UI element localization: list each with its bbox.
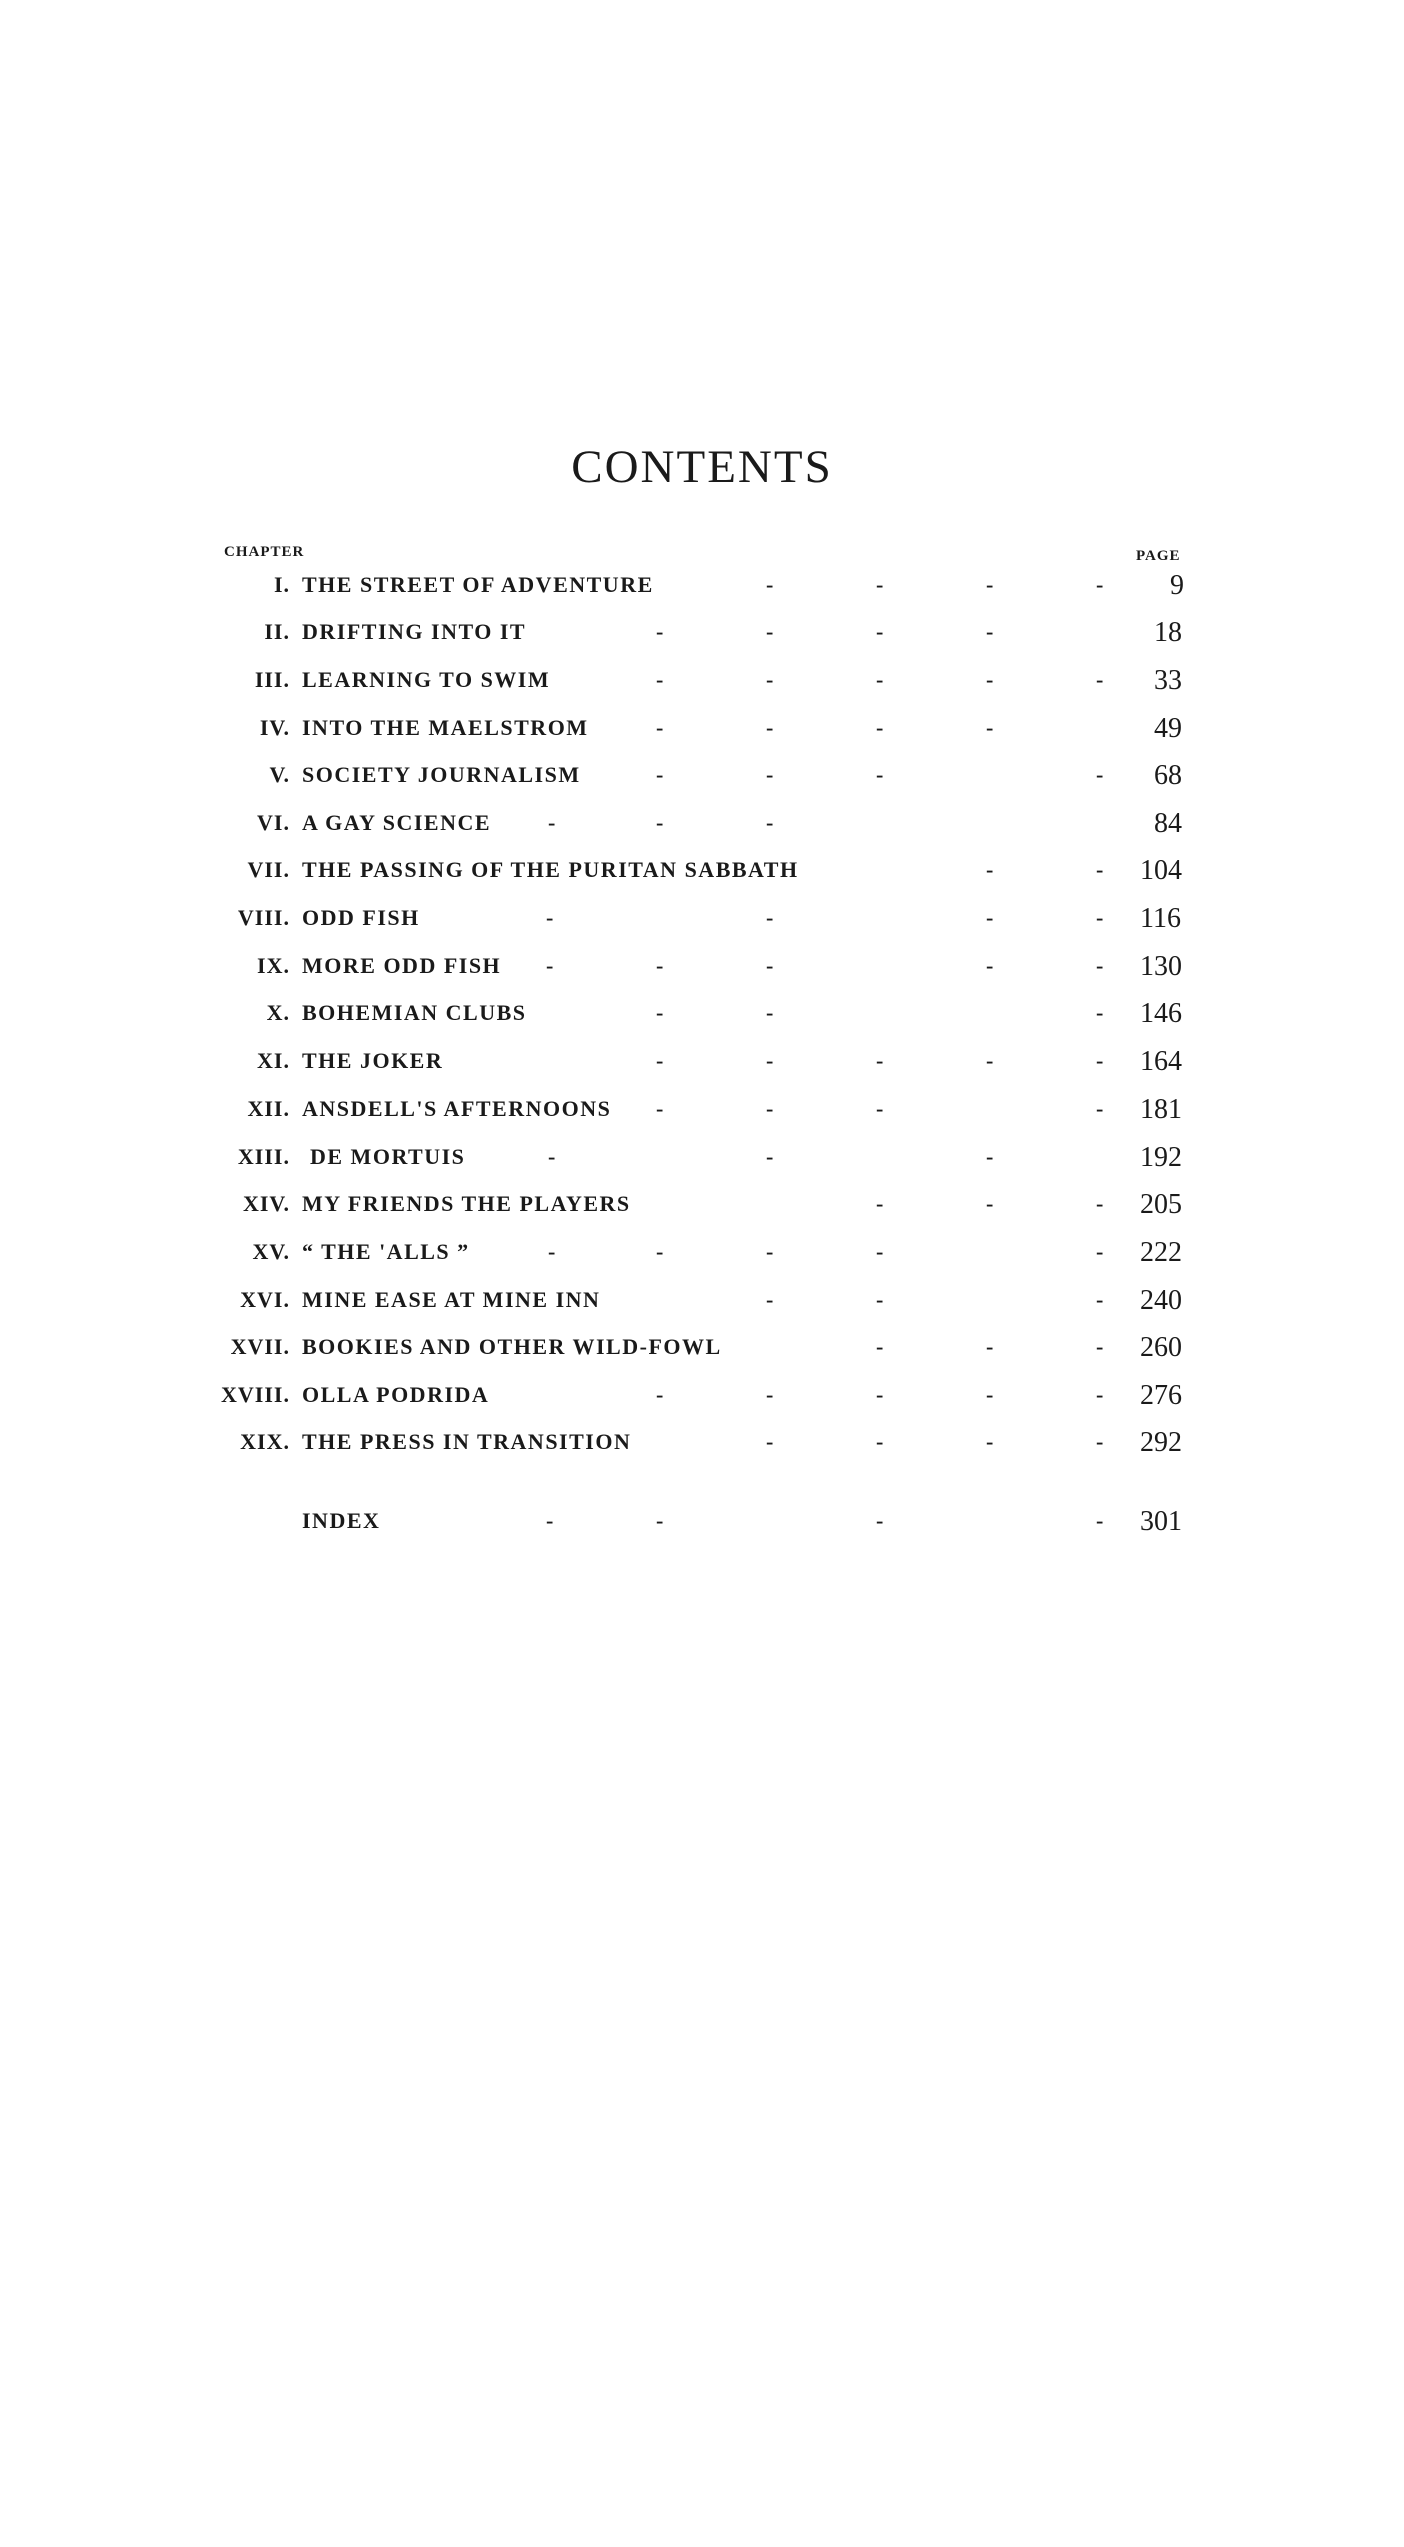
- leader-dash: -: [766, 1382, 774, 1407]
- leader-dash: -: [656, 715, 664, 740]
- page-title: CONTENTS: [571, 441, 833, 493]
- chapter-title: DRIFTING INTO IT: [302, 619, 527, 644]
- toc-entry[interactable]: [0, 810, 1404, 850]
- leader-dash: -: [766, 1144, 774, 1169]
- chapter-title: THE STREET OF ADVENTURE: [302, 572, 654, 597]
- leader-dash: -: [876, 1334, 884, 1359]
- toc-entry[interactable]: [0, 1096, 1404, 1136]
- page-column-header: PAGE: [1136, 548, 1181, 564]
- leader-dash: -: [766, 1096, 774, 1121]
- leader-dash: -: [656, 1239, 664, 1264]
- leader-dash: -: [766, 762, 774, 787]
- leader-dash: -: [1096, 1000, 1104, 1025]
- leader-dash: -: [876, 715, 884, 740]
- page-number: 84: [1154, 808, 1182, 839]
- chapter-title: LEARNING TO SWIM: [302, 667, 551, 692]
- leader-dash: -: [986, 953, 994, 978]
- leader-dash: -: [546, 953, 554, 978]
- chapter-title: THE PRESS IN TRANSITION: [302, 1429, 632, 1454]
- leader-dash: -: [656, 1048, 664, 1073]
- leader-dash: -: [986, 715, 994, 740]
- leader-dash: -: [1096, 1191, 1104, 1216]
- leader-dash: -: [766, 1048, 774, 1073]
- leader-dash: -: [986, 572, 994, 597]
- page-number: 181: [1140, 1094, 1182, 1125]
- leader-dash: -: [876, 1096, 884, 1121]
- page-number: 130: [1140, 951, 1182, 982]
- leader-dash: -: [1096, 1048, 1104, 1073]
- chapter-number: XIX.: [240, 1429, 290, 1454]
- chapter-title: A GAY SCIENCE: [302, 810, 492, 835]
- toc-entry[interactable]: [0, 1191, 1404, 1231]
- leader-dash: -: [766, 1239, 774, 1264]
- leader-dash: -: [986, 1048, 994, 1073]
- leader-dash: -: [656, 1000, 664, 1025]
- leader-dash: -: [986, 619, 994, 644]
- leader-dash: -: [766, 715, 774, 740]
- chapter-number: XVI.: [240, 1287, 290, 1312]
- chapter-title: DE MORTUIS: [310, 1144, 466, 1169]
- leader-dash: -: [548, 1239, 556, 1264]
- leader-dash: -: [656, 667, 664, 692]
- leader-dash: -: [656, 762, 664, 787]
- leader-dash: -: [876, 619, 884, 644]
- chapter-number: IX.: [257, 953, 290, 978]
- leader-dash: -: [766, 619, 774, 644]
- leader-dash: -: [766, 667, 774, 692]
- page-number: 222: [1140, 1237, 1182, 1268]
- leader-dash: -: [766, 572, 774, 597]
- leader-dash: -: [546, 1508, 554, 1533]
- toc-entry[interactable]: [0, 857, 1404, 897]
- chapter-title: MINE EASE AT MINE INN: [302, 1287, 601, 1312]
- leader-dash: -: [876, 762, 884, 787]
- chapter-title: THE JOKER: [302, 1048, 444, 1073]
- leader-dash: -: [766, 1287, 774, 1312]
- chapter-title: INDEX: [302, 1508, 381, 1533]
- leader-dash: -: [1096, 1429, 1104, 1454]
- toc-entry[interactable]: [0, 572, 1404, 612]
- leader-dash: -: [1096, 1334, 1104, 1359]
- leader-dash: -: [656, 1382, 664, 1407]
- chapter-number: II.: [264, 619, 290, 644]
- leader-dash: -: [876, 1048, 884, 1073]
- page-number: 49: [1154, 713, 1182, 744]
- chapter-number: XII.: [247, 1096, 290, 1121]
- leader-dash: -: [986, 1429, 994, 1454]
- chapter-number: V.: [269, 762, 290, 787]
- page-number: 192: [1140, 1142, 1182, 1173]
- leader-dash: -: [1096, 905, 1104, 930]
- chapter-number: XI.: [257, 1048, 290, 1073]
- chapter-column-header: CHAPTER: [224, 544, 305, 560]
- toc-entry[interactable]: [0, 1287, 1404, 1327]
- leader-dash: -: [766, 953, 774, 978]
- leader-dash: -: [876, 1508, 884, 1533]
- chapter-number: XIV.: [242, 1191, 290, 1216]
- chapter-number: XVIII.: [221, 1382, 290, 1407]
- leader-dash: -: [1096, 953, 1104, 978]
- toc-entry-index[interactable]: [0, 1508, 1404, 1548]
- leader-dash: -: [876, 1287, 884, 1312]
- chapter-number: X.: [266, 1000, 290, 1025]
- chapter-title: MORE ODD FISH: [302, 953, 502, 978]
- leader-dash: -: [656, 810, 664, 835]
- leader-dash: -: [766, 1429, 774, 1454]
- leader-dash: -: [546, 905, 554, 930]
- leader-dash: -: [1096, 1382, 1104, 1407]
- page-number: 33: [1154, 665, 1182, 696]
- toc-entry[interactable]: [0, 1239, 1404, 1279]
- toc-entry[interactable]: [0, 1048, 1404, 1088]
- leader-dash: -: [1096, 1239, 1104, 1264]
- leader-dash: -: [1096, 1096, 1104, 1121]
- page-number: 68: [1154, 760, 1182, 791]
- chapter-title: ANSDELL'S AFTERNOONS: [302, 1096, 612, 1121]
- leader-dash: -: [1096, 1508, 1104, 1533]
- leader-dash: -: [876, 1429, 884, 1454]
- page-number: 9: [1170, 570, 1184, 601]
- chapter-title: ODD FISH: [302, 905, 420, 930]
- page-number: 276: [1140, 1380, 1182, 1411]
- chapter-number: XVII.: [230, 1334, 290, 1359]
- leader-dash: -: [548, 1144, 556, 1169]
- chapter-number: III.: [254, 667, 290, 692]
- leader-dash: -: [876, 667, 884, 692]
- toc-entry[interactable]: [0, 1144, 1404, 1184]
- toc-entry[interactable]: [0, 715, 1404, 755]
- toc-entry[interactable]: [0, 619, 1404, 659]
- toc-entry[interactable]: [0, 1429, 1404, 1469]
- chapter-number: VII.: [247, 857, 290, 882]
- leader-dash: -: [876, 1191, 884, 1216]
- chapter-title: BOOKIES AND OTHER WILD-FOWL: [302, 1334, 722, 1359]
- page-number: 18: [1154, 617, 1182, 648]
- toc-entry[interactable]: [0, 1382, 1404, 1422]
- chapter-title: THE PASSING OF THE PURITAN SABBATH: [302, 857, 799, 882]
- page-number: 301: [1140, 1506, 1182, 1537]
- chapter-title: INTO THE MAELSTROM: [302, 715, 589, 740]
- leader-dash: -: [1096, 1287, 1104, 1312]
- page-number: 116: [1140, 903, 1181, 934]
- chapter-number: XV.: [252, 1239, 290, 1264]
- leader-dash: -: [986, 905, 994, 930]
- chapter-title: BOHEMIAN CLUBS: [302, 1000, 527, 1025]
- leader-dash: -: [876, 1239, 884, 1264]
- page-number: 260: [1140, 1332, 1182, 1363]
- toc-entry[interactable]: [0, 953, 1404, 993]
- leader-dash: -: [1096, 857, 1104, 882]
- leader-dash: -: [656, 1096, 664, 1121]
- leader-dash: -: [656, 619, 664, 644]
- chapter-number: VIII.: [237, 905, 290, 930]
- chapter-number: I.: [273, 572, 290, 597]
- leader-dash: -: [986, 1191, 994, 1216]
- page-number: 205: [1140, 1189, 1182, 1220]
- chapter-number: IV.: [259, 715, 290, 740]
- leader-dash: -: [986, 1334, 994, 1359]
- chapter-title: OLLA PODRIDA: [302, 1382, 490, 1407]
- leader-dash: -: [766, 1000, 774, 1025]
- page-number: 146: [1140, 998, 1182, 1029]
- leader-dash: -: [876, 572, 884, 597]
- leader-dash: -: [1096, 572, 1104, 597]
- chapter-number: VI.: [257, 810, 290, 835]
- leader-dash: -: [656, 1508, 664, 1533]
- leader-dash: -: [986, 667, 994, 692]
- page-number: 292: [1140, 1427, 1182, 1458]
- leader-dash: -: [1096, 667, 1104, 692]
- page-number: 164: [1140, 1046, 1182, 1077]
- chapter-title: SOCIETY JOURNALISM: [302, 762, 581, 787]
- leader-dash: -: [766, 905, 774, 930]
- leader-dash: -: [986, 1144, 994, 1169]
- leader-dash: -: [766, 810, 774, 835]
- leader-dash: -: [986, 857, 994, 882]
- toc-entry[interactable]: [0, 667, 1404, 707]
- leader-dash: -: [876, 1382, 884, 1407]
- chapter-title: MY FRIENDS THE PLAYERS: [302, 1191, 631, 1216]
- toc-entry[interactable]: [0, 1334, 1404, 1374]
- page-number: 240: [1140, 1285, 1182, 1316]
- toc-entry[interactable]: [0, 905, 1404, 945]
- leader-dash: -: [656, 953, 664, 978]
- chapter-title: “ THE 'ALLS ”: [302, 1239, 470, 1264]
- leader-dash: -: [548, 810, 556, 835]
- leader-dash: -: [986, 1382, 994, 1407]
- chapter-number: XIII.: [237, 1144, 290, 1169]
- toc-entry[interactable]: [0, 762, 1404, 802]
- page-number: 104: [1140, 855, 1182, 886]
- toc-entry[interactable]: [0, 1000, 1404, 1040]
- leader-dash: -: [1096, 762, 1104, 787]
